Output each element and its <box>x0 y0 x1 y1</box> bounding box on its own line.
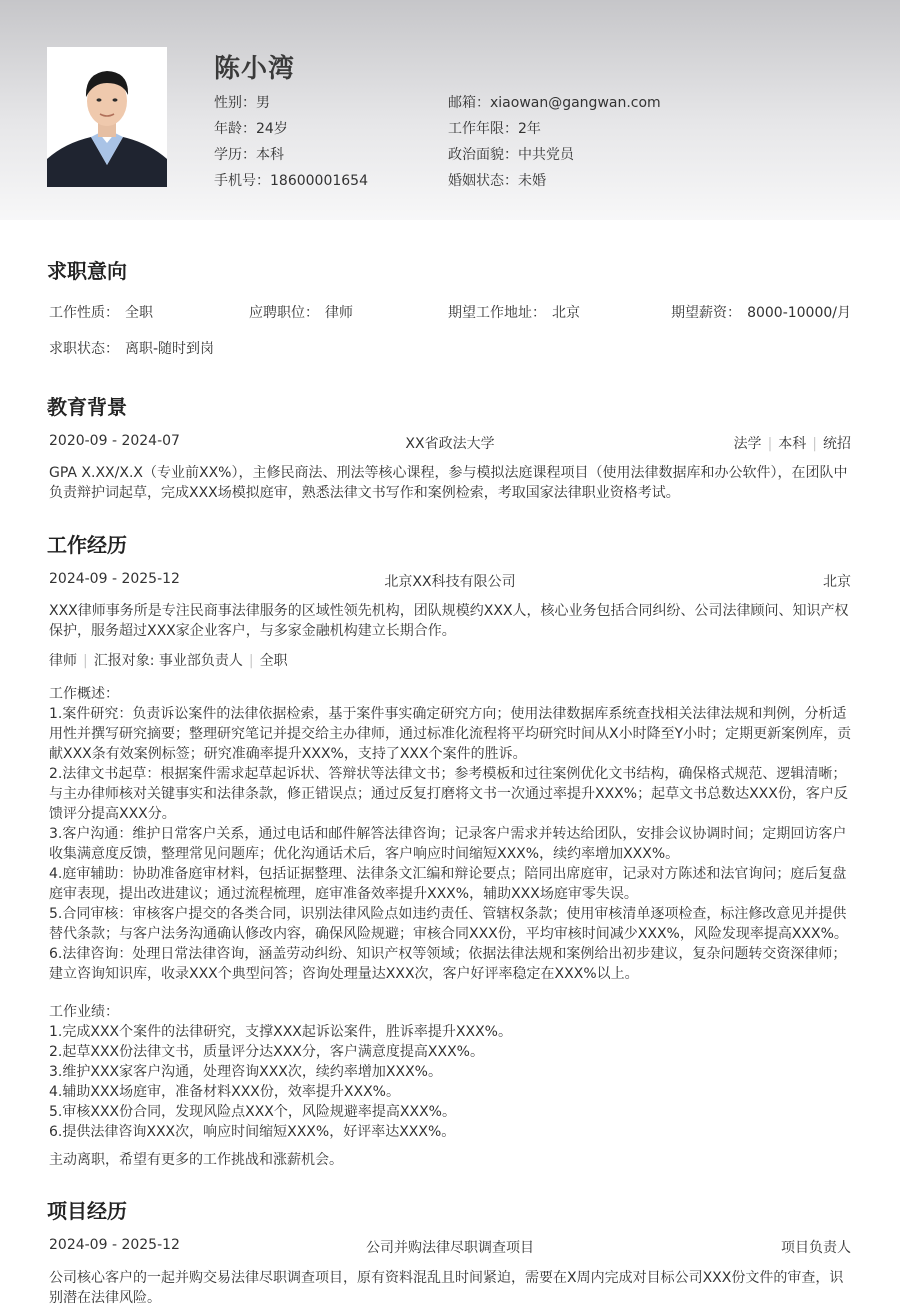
leave-reason: 主动离职，希望有更多的工作挑战和涨薪机会。 <box>49 1152 343 1168</box>
intent-location-value: 北京 <box>552 305 580 321</box>
education-description: GPA X.XX/X.X（专业前XX%），主修民商法、刑法等核心课程，参与模拟法庭课程项目（使用法律数据库和办公软件），在团队中负责辩护词起草，完成XXX场模拟庭审，熟悉法律文书写作和案例检索，考取国家法律职业资格考试。 <box>49 465 848 501</box>
tag-divider: | <box>248 653 254 669</box>
tag-divider: | <box>767 436 773 452</box>
basic-info-left <box>214 93 368 197</box>
intent-work-type-label: 工作性质： <box>49 305 119 321</box>
education-type: 统招 <box>823 436 851 452</box>
project-name: 公司并购法律尽职调查项目 <box>366 1240 534 1256</box>
header-banner <box>0 0 900 220</box>
work-city: 北京 <box>823 574 851 590</box>
profile-photo <box>47 47 167 187</box>
education-period: 2020-09 - 2024-07 <box>49 433 180 449</box>
marital-field: 婚姻状态：未婚 <box>448 173 546 189</box>
intent-work-type-value: 全职 <box>125 305 153 321</box>
work-years-field: 工作年限：2年 <box>448 121 541 137</box>
phone-field: 手机号：18600001654 <box>214 173 368 189</box>
work-achievements: 工作业绩： 1.完成XXX个案件的法律研究，支撑XXX起诉讼案件，胜诉率提升XXX%。 2.起草XXX份法律文书，质量评分达XXX分，客户满意度提高XXX%。 3.维护XXX家客户沟通，处理咨询XXX次，续约率增加XXX%。 4.辅助XXX场庭审，准备材料XXX份，效率提升XXX%。 5.审核XXX份合同，发现风险点XXX个，风险规避率提高XXX%。 6.提供法律咨询XXX次，响应时间缩短XXX%，好评率达XXX%。 <box>49 1004 512 1140</box>
intent-work-type <box>49 302 153 322</box>
gender-field: 性别：男 <box>214 95 270 111</box>
intent-location-label: 期望工作地址： <box>448 305 546 321</box>
work-overview: 工作概述： 1.案件研究：负责诉讼案件的法律依据检索，基于案件事实确定研究方向；使用法律数据库系统查找相关法律法规和判例，分析适用性并撰写研究摘要；整理研究笔记并提交给主办律师，通过标准化流程将平均研究时间从X小时降至Y小时；定期更新案例库，贡献XXX条有效案例标签；研究准确率提升XXX%，支持了XXX个案件的胜诉。 2.法律文书起草：根据案件需求起草起诉状、答辩状等法律文书；参考模板和过往案例优化文书结构，确保格式规范、逻辑清晰；与主办律师核对关键事实和法律条款，修正错误点；通过反复打磨将文书一次通过率提升XXX%；起草文书总数达XXX份，客户反馈评分提高XXX分。 3.客户沟通：维护日常客户关系，通过电话和邮件解答法律咨询；记录客户需求并转达给团队，安排会议协调时间；定期回访客户收集满意度反馈，整理常见问题库；优化沟通话术后，客户响应时间缩短XXX%，续约率增加XXX%。 4.庭审辅助：协助准备庭审材料，包括证据整理、法律条文汇编和辩论要点；陪同出席庭审，记录对方陈述和法官询问；庭后复盘庭审表现，提出改进建议；通过流程梳理，庭审准备效率提升XXX%，辅助XXX场庭审零失误。 5.合同审核：审核客户提交的各类合同，识别法律风险点如违约责任、管辖权条款；使用审核清单逐项检查，标注修改意见并提供替代条款；与客户法务沟通确认修改内容，确保风险规避；审核合同XXX份，平均审核时间减少XXX%，风险发现率提高XXX%。 6.法律咨询：处理日常法律咨询，涵盖劳动纠纷、知识产权等领域；依据法律法规和案例给出初步建议，复杂问题转交资深律师；建立咨询知识库，收录XXX个典型问答；咨询处理量达XXX次，客户好评率稳定在XXX%以上。 <box>49 686 852 982</box>
work-role: 律师 <box>49 653 77 669</box>
education-tags <box>734 433 851 453</box>
age-field: 年龄：24岁 <box>214 121 288 137</box>
email-field: 邮箱：xiaowan@gangwan.com <box>448 95 661 111</box>
education-field: 学历：本科 <box>214 147 284 163</box>
tag-divider: | <box>812 436 817 452</box>
intent-location <box>448 302 580 322</box>
intent-status-label: 求职状态： <box>49 341 119 357</box>
section-title-project: 项目经历 <box>47 1199 127 1223</box>
project-period: 2024-09 - 2025-12 <box>49 1237 180 1253</box>
work-period: 2024-09 - 2025-12 <box>49 571 180 587</box>
intent-salary-value: 8000-10000/月 <box>747 305 851 321</box>
section-title-education: 教育背景 <box>47 395 127 419</box>
section-title-work: 工作经历 <box>47 533 127 557</box>
tag-divider: | <box>83 653 88 669</box>
intent-position <box>249 302 353 322</box>
education-degree: 本科 <box>778 436 807 452</box>
intent-position-value: 律师 <box>325 305 353 321</box>
intent-salary-label: 期望薪资： <box>671 305 742 321</box>
education-school: XX省政法大学 <box>405 436 495 452</box>
work-tags <box>49 650 288 670</box>
political-field: 政治面貌：中共党员 <box>448 147 574 163</box>
candidate-name: 陈小湾 <box>214 54 296 84</box>
intent-status <box>49 338 214 358</box>
project-description: 公司核心客户的一起并购交易法律尽职调查项目，原有资料混乱且时间紧迫，需要在X周内完成对目标公司XXX份文件的审查，识别潜在法律风险。 <box>49 1270 844 1306</box>
intent-salary <box>671 302 851 322</box>
project-role: 项目负责人 <box>781 1240 851 1256</box>
work-job-type: 全职 <box>259 653 288 669</box>
section-title-intent: 求职意向 <box>47 259 127 283</box>
intent-status-value: 离职-随时到岗 <box>125 341 215 357</box>
intent-position-label: 应聘职位： <box>249 305 319 321</box>
company-description: XXX律师事务所是专注民商事法律服务的区域性领先机构，团队规模约XXX人，核心业务包括合同纠纷、公司法律顾问、知识产权保护，服务超过XXX家企业客户，与多家金融机构建立长期合作。 <box>49 603 849 639</box>
basic-info-right <box>448 93 661 197</box>
work-report-to: 汇报对象: 事业部负责人 <box>93 653 243 669</box>
education-major: 法学 <box>733 436 762 452</box>
avatar <box>47 47 167 187</box>
work-company: 北京XX科技有限公司 <box>384 574 516 590</box>
